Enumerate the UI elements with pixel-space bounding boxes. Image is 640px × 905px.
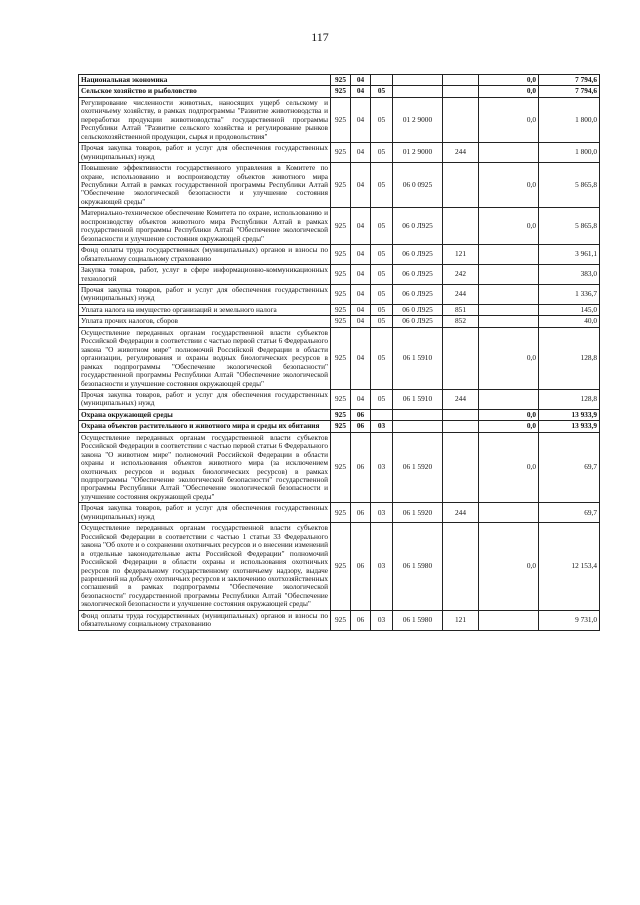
table-row <box>79 86 600 97</box>
row-amount-2: 7 794,6 <box>539 75 600 86</box>
row-name: Фонд оплаты труда государственных (муниципальных) органов и взносы по обязательному социальному страхованию <box>79 610 331 630</box>
row-expense-type-code: 851 <box>443 304 479 315</box>
row-admin-code: 925 <box>331 304 351 315</box>
row-subsection-code: 05 <box>371 265 393 285</box>
row-target-article-code <box>393 421 443 432</box>
row-target-article-code: 06 1 5920 <box>393 503 443 523</box>
row-name: Повышение эффективности государственного управления в Комитете по охране, использованию и воспроизводству объектов животного мира Республики Алтай в рамках государственной программы Республики Алтай "Обеспечение экологической безопасности и улучшение состояния окружающей среды" <box>79 163 331 208</box>
row-section-code: 04 <box>351 97 371 142</box>
row-name: Осуществление переданных органам государственной власти субъектов Российской Федерации в соответствии с частью первой статьи 6 Федерального закона "О животном мире" полномочий Российской Федерации в области организации, регулирования и охраны водных биологических ресурсов в рамках подпрограммы "Обеспечение экологической безопасности" государственной программы Республики Алтай "Обеспечение экологической безопасности и улучшение состояния окружающей среды" <box>79 327 331 389</box>
row-amount-2: 13 933,9 <box>539 421 600 432</box>
row-name: Охрана окружающей среды <box>79 409 331 420</box>
table-row <box>79 409 600 420</box>
row-target-article-code: 06 0 Л925 <box>393 316 443 327</box>
row-target-article-code: 06 0 Л925 <box>393 265 443 285</box>
budget-table <box>78 74 600 631</box>
row-amount-2: 40,0 <box>539 316 600 327</box>
row-expense-type-code <box>443 163 479 208</box>
row-name: Осуществление переданных органам государственной власти субъектов Российской Федерации в соответствии с частью 1 статьи 33 Федерального закона "Об охоте и о сохранении охотничьих ресурсов и о внесении изменений в отдельные законодательные акты Российской Федерации" полномочий Российской Федерации в области охраны и использования охотничьих ресурсов по федеральному государственному охотничьему надзору, выдаче разрешений на добычу охотничьих ресурсов и заключению охотхозяйственных соглашений в рамках подпрограммы "Обеспечение экологической безопасности" государственной программы Республики Алтай "Обеспечение экологической безопасности и улучшение состояния окружающей среды" <box>79 523 331 611</box>
row-subsection-code: 03 <box>371 523 393 611</box>
row-amount-2: 5 865,8 <box>539 208 600 245</box>
table-row <box>79 327 600 389</box>
row-amount-1 <box>479 143 539 163</box>
row-amount-2: 5 865,8 <box>539 163 600 208</box>
row-section-code: 06 <box>351 610 371 630</box>
row-subsection-code: 03 <box>371 610 393 630</box>
budget-table-body <box>79 75 600 631</box>
row-name: Уплата налога на имущество организаций и земельного налога <box>79 304 331 315</box>
row-amount-2: 9 731,0 <box>539 610 600 630</box>
row-section-code: 04 <box>351 304 371 315</box>
row-subsection-code: 05 <box>371 327 393 389</box>
row-admin-code: 925 <box>331 143 351 163</box>
row-amount-2: 1 800,0 <box>539 143 600 163</box>
row-amount-2: 128,8 <box>539 327 600 389</box>
row-name: Уплата прочих налогов, сборов <box>79 316 331 327</box>
row-admin-code: 925 <box>331 389 351 409</box>
row-admin-code: 925 <box>331 163 351 208</box>
row-amount-2: 13 933,9 <box>539 409 600 420</box>
row-section-code: 04 <box>351 284 371 304</box>
row-admin-code: 925 <box>331 208 351 245</box>
table-row <box>79 389 600 409</box>
row-amount-2: 145,0 <box>539 304 600 315</box>
table-row <box>79 421 600 432</box>
table-row <box>79 284 600 304</box>
row-amount-1 <box>479 304 539 315</box>
row-section-code: 04 <box>351 143 371 163</box>
row-expense-type-code: 244 <box>443 389 479 409</box>
row-amount-2: 1 800,0 <box>539 97 600 142</box>
row-amount-1 <box>479 245 539 265</box>
row-section-code: 04 <box>351 327 371 389</box>
table-row <box>79 610 600 630</box>
row-name: Прочая закупка товаров, работ и услуг для обеспечения государственных (муниципальных) нужд <box>79 143 331 163</box>
table-row <box>79 503 600 523</box>
row-admin-code: 925 <box>331 86 351 97</box>
row-section-code: 06 <box>351 409 371 420</box>
row-subsection-code: 05 <box>371 245 393 265</box>
row-subsection-code: 05 <box>371 284 393 304</box>
table-row <box>79 316 600 327</box>
table-row <box>79 265 600 285</box>
row-target-article-code: 06 1 5910 <box>393 389 443 409</box>
row-admin-code: 925 <box>331 432 351 503</box>
row-name: Фонд оплаты труда государственных (муниципальных) органов и взносы по обязательному социальному страхованию <box>79 245 331 265</box>
row-expense-type-code <box>443 86 479 97</box>
row-name: Национальная экономика <box>79 75 331 86</box>
table-row <box>79 143 600 163</box>
row-amount-1 <box>479 610 539 630</box>
table-row <box>79 208 600 245</box>
row-subsection-code: 05 <box>371 389 393 409</box>
table-row <box>79 97 600 142</box>
row-expense-type-code: 244 <box>443 503 479 523</box>
row-subsection-code: 03 <box>371 432 393 503</box>
row-expense-type-code <box>443 409 479 420</box>
row-expense-type-code: 242 <box>443 265 479 285</box>
row-subsection-code: 05 <box>371 316 393 327</box>
row-target-article-code: 06 0 Л925 <box>393 284 443 304</box>
row-subsection-code: 05 <box>371 208 393 245</box>
row-amount-1: 0,0 <box>479 523 539 611</box>
row-section-code: 06 <box>351 421 371 432</box>
row-target-article-code <box>393 409 443 420</box>
row-admin-code: 925 <box>331 284 351 304</box>
row-target-article-code: 06 1 5920 <box>393 432 443 503</box>
row-amount-1 <box>479 503 539 523</box>
row-name: Охрана объектов растительного и животного мира и среды их обитания <box>79 421 331 432</box>
row-name: Регулирование численности животных, наносящих ущерб сельскому и охотничьему хозяйству, в рамках подпрограммы "Развитие животноводства и переработки продукции животноводства" государственной программы Республики Алтай "Развитие сельского хозяйства и регулирование рынков сельскохозяйственной продукции, сырья и продовольствия" <box>79 97 331 142</box>
row-section-code: 04 <box>351 86 371 97</box>
row-target-article-code <box>393 75 443 86</box>
row-expense-type-code <box>443 432 479 503</box>
row-expense-type-code: 121 <box>443 245 479 265</box>
row-amount-1: 0,0 <box>479 409 539 420</box>
row-section-code: 04 <box>351 208 371 245</box>
row-target-article-code: 06 0 Л925 <box>393 304 443 315</box>
row-expense-type-code: 121 <box>443 610 479 630</box>
row-amount-1: 0,0 <box>479 421 539 432</box>
row-target-article-code: 06 0 0925 <box>393 163 443 208</box>
row-subsection-code: 05 <box>371 86 393 97</box>
row-amount-1 <box>479 316 539 327</box>
row-name: Прочая закупка товаров, работ и услуг для обеспечения государственных (муниципальных) нужд <box>79 284 331 304</box>
row-target-article-code: 01 2 9000 <box>393 97 443 142</box>
row-expense-type-code: 244 <box>443 284 479 304</box>
row-admin-code: 925 <box>331 523 351 611</box>
row-admin-code: 925 <box>331 316 351 327</box>
row-name: Закупка товаров, работ, услуг в сфере информационно-коммуникационных технологий <box>79 265 331 285</box>
row-expense-type-code <box>443 208 479 245</box>
table-row <box>79 75 600 86</box>
row-name: Материально-техническое обеспечение Комитета по охране, использованию и воспроизводству объектов животного мира Республики Алтай в рамках государственной программы Республики Алтай "Обеспечение экологической безопасности и улучшение состояния окружающей среды" <box>79 208 331 245</box>
row-subsection-code <box>371 75 393 86</box>
row-section-code: 06 <box>351 523 371 611</box>
row-admin-code: 925 <box>331 503 351 523</box>
row-admin-code: 925 <box>331 610 351 630</box>
row-admin-code: 925 <box>331 421 351 432</box>
table-row <box>79 304 600 315</box>
row-name: Сельское хозяйство и рыболовство <box>79 86 331 97</box>
row-section-code: 04 <box>351 245 371 265</box>
row-admin-code: 925 <box>331 245 351 265</box>
row-amount-2: 128,8 <box>539 389 600 409</box>
row-subsection-code: 03 <box>371 503 393 523</box>
row-amount-2: 69,7 <box>539 503 600 523</box>
row-target-article-code: 06 1 5910 <box>393 327 443 389</box>
row-admin-code: 925 <box>331 97 351 142</box>
row-target-article-code <box>393 86 443 97</box>
row-subsection-code <box>371 409 393 420</box>
row-section-code: 04 <box>351 75 371 86</box>
row-admin-code: 925 <box>331 265 351 285</box>
row-expense-type-code <box>443 327 479 389</box>
row-target-article-code: 06 0 Л925 <box>393 208 443 245</box>
row-name: Осуществление переданных органам государственной власти субъектов Российской Федерации в соответствии с частью первой статьи 6 Федерального закона "О животном мире" полномочий Российской Федерации в области охраны и использования объектов животного мира (за исключением охотничьих ресурсов и водных биологических ресурсов) в рамках подпрограммы "Обеспечение экологической безопасности" государственной программы Республики Алтай "Обеспечение экологической безопасности и улучшение состояния окружающей среды" <box>79 432 331 503</box>
row-amount-1: 0,0 <box>479 432 539 503</box>
row-expense-type-code <box>443 421 479 432</box>
row-amount-2: 69,7 <box>539 432 600 503</box>
row-subsection-code: 03 <box>371 421 393 432</box>
row-subsection-code: 05 <box>371 143 393 163</box>
row-admin-code: 925 <box>331 327 351 389</box>
row-section-code: 04 <box>351 163 371 208</box>
row-amount-1: 0,0 <box>479 97 539 142</box>
row-expense-type-code <box>443 523 479 611</box>
row-section-code: 04 <box>351 389 371 409</box>
row-amount-1: 0,0 <box>479 327 539 389</box>
row-target-article-code: 06 1 5980 <box>393 610 443 630</box>
row-expense-type-code <box>443 75 479 86</box>
row-amount-1 <box>479 284 539 304</box>
row-section-code: 04 <box>351 265 371 285</box>
row-amount-1: 0,0 <box>479 86 539 97</box>
row-amount-2: 7 794,6 <box>539 86 600 97</box>
row-amount-2: 1 336,7 <box>539 284 600 304</box>
row-expense-type-code: 852 <box>443 316 479 327</box>
row-admin-code: 925 <box>331 409 351 420</box>
table-row <box>79 163 600 208</box>
row-name: Прочая закупка товаров, работ и услуг для обеспечения государственных (муниципальных) нужд <box>79 389 331 409</box>
row-subsection-code: 05 <box>371 304 393 315</box>
row-expense-type-code: 244 <box>443 143 479 163</box>
row-expense-type-code <box>443 97 479 142</box>
table-row <box>79 245 600 265</box>
row-amount-1 <box>479 389 539 409</box>
table-row <box>79 523 600 611</box>
row-section-code: 06 <box>351 503 371 523</box>
table-row <box>79 432 600 503</box>
row-section-code: 06 <box>351 432 371 503</box>
row-amount-1: 0,0 <box>479 75 539 86</box>
row-amount-1 <box>479 265 539 285</box>
page-number: 117 <box>311 30 329 44</box>
row-target-article-code: 01 2 9000 <box>393 143 443 163</box>
row-name: Прочая закупка товаров, работ и услуг для обеспечения государственных (муниципальных) нужд <box>79 503 331 523</box>
row-amount-2: 383,0 <box>539 265 600 285</box>
row-admin-code: 925 <box>331 75 351 86</box>
row-target-article-code: 06 1 5980 <box>393 523 443 611</box>
row-amount-2: 3 961,1 <box>539 245 600 265</box>
row-section-code: 04 <box>351 316 371 327</box>
row-target-article-code: 06 0 Л925 <box>393 245 443 265</box>
row-amount-2: 12 153,4 <box>539 523 600 611</box>
row-subsection-code: 05 <box>371 97 393 142</box>
row-amount-1: 0,0 <box>479 208 539 245</box>
row-subsection-code: 05 <box>371 163 393 208</box>
row-amount-1: 0,0 <box>479 163 539 208</box>
